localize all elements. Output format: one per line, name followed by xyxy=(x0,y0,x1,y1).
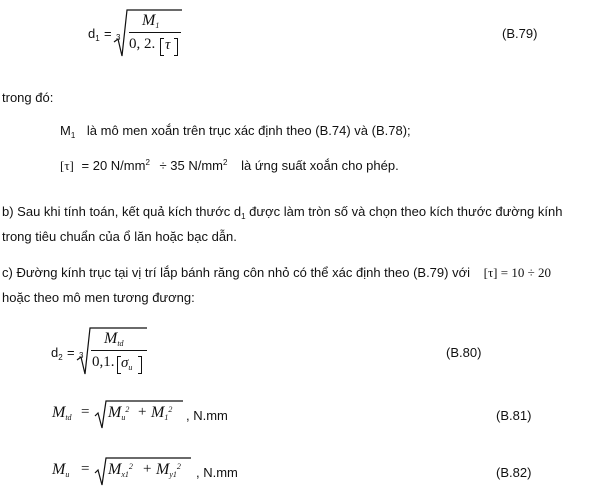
eq-b79-denominator-coef: 0, 2. xyxy=(129,36,156,52)
eq-b82-term2: $My1^2$ xyxy=(156,461,181,479)
eq-b80-root-index: 3 xyxy=(79,351,84,360)
eq-b82-plus: + xyxy=(143,461,152,477)
paragraph-b-line1: b) Sau khi tính toán, kết quả kích thước $d_1$ được làm tròn số và chọn theo kích thước đường kính xyxy=(2,204,563,221)
eq-b79-fraction-bar xyxy=(129,32,181,33)
definition-tau-value-a: = 20 $N/mm^2$ xyxy=(81,158,150,173)
eq-b79-root-index: 3 xyxy=(116,33,121,42)
eq-b79-numerator: M1 xyxy=(142,12,160,30)
where-label: trong đó: xyxy=(2,90,54,105)
eq-b81-plus: + xyxy=(138,404,147,420)
paragraph-c-line1: c) Đường kính trục tại vị trí lắp bánh răng côn nhỏ có thể xác định theo (B.79) với [τ] = 10 ÷ 20 xyxy=(2,265,551,280)
eq-b80-denominator-var: $\sigma_u$ xyxy=(121,355,133,372)
definition-m1-symbol: $M_1$ xyxy=(60,123,76,140)
eq-b79-lhs: $d_1$ xyxy=(88,26,100,43)
eq-b82-label: (B.82) xyxy=(496,465,532,480)
eq-b81-term2: $M1^2$ xyxy=(151,404,173,422)
definition-m1 xyxy=(60,123,411,138)
eq-b79-right-bracket xyxy=(174,38,178,56)
eq-b79-left-bracket xyxy=(160,38,164,56)
eq-b79-label: (B.79) xyxy=(502,26,538,41)
eq-b80-numerator: Mtd xyxy=(104,330,124,348)
eq-b82-unit: , N.mm xyxy=(196,465,238,480)
eq-b80-fraction-bar xyxy=(91,350,147,351)
eq-b80-denominator-coef: 0,1. xyxy=(92,354,115,370)
eq-b82-lhs: Mu xyxy=(52,461,70,479)
definition-m1-text: là mô men xoắn trên trục xác định theo (B.74) và (B.78); xyxy=(86,123,411,138)
eq-b81-term1: Mu$^2$ xyxy=(108,404,130,422)
definition-tau-symbol: [τ] xyxy=(60,158,74,173)
eq-b81-unit: , N.mm xyxy=(186,408,228,423)
eq-b79-denominator-var: τ xyxy=(165,37,171,53)
eq-b80-lhs: $d_2$ xyxy=(51,345,63,362)
eq-b82-term1: $Mx1^2$ xyxy=(108,461,133,479)
eq-b81-equals: = xyxy=(81,404,90,420)
eq-b81-lhs: Mtd xyxy=(52,404,72,422)
eq-b79-equals: = xyxy=(104,26,112,41)
eq-b82-equals: = xyxy=(81,461,90,477)
eq-b81-label: (B.81) xyxy=(496,408,532,423)
definition-tau-text: là ứng suất xoắn cho phép. xyxy=(241,158,399,173)
paragraph-c-condition: [τ] = 10 ÷ 20 xyxy=(483,265,551,280)
definition-tau xyxy=(60,158,399,174)
paragraph-b-line2: trong tiêu chuẩn của ổ lăn hoặc bạc dẫn. xyxy=(2,229,237,244)
eq-b80-equals: = xyxy=(67,345,75,360)
paragraph-c-line2: hoặc theo mô men tương đương: xyxy=(2,290,195,305)
definition-tau-value-b: ÷ 35 $N/mm^2$ xyxy=(159,158,228,173)
eq-b80-right-bracket xyxy=(138,356,142,374)
eq-b80-label: (B.80) xyxy=(446,345,482,360)
